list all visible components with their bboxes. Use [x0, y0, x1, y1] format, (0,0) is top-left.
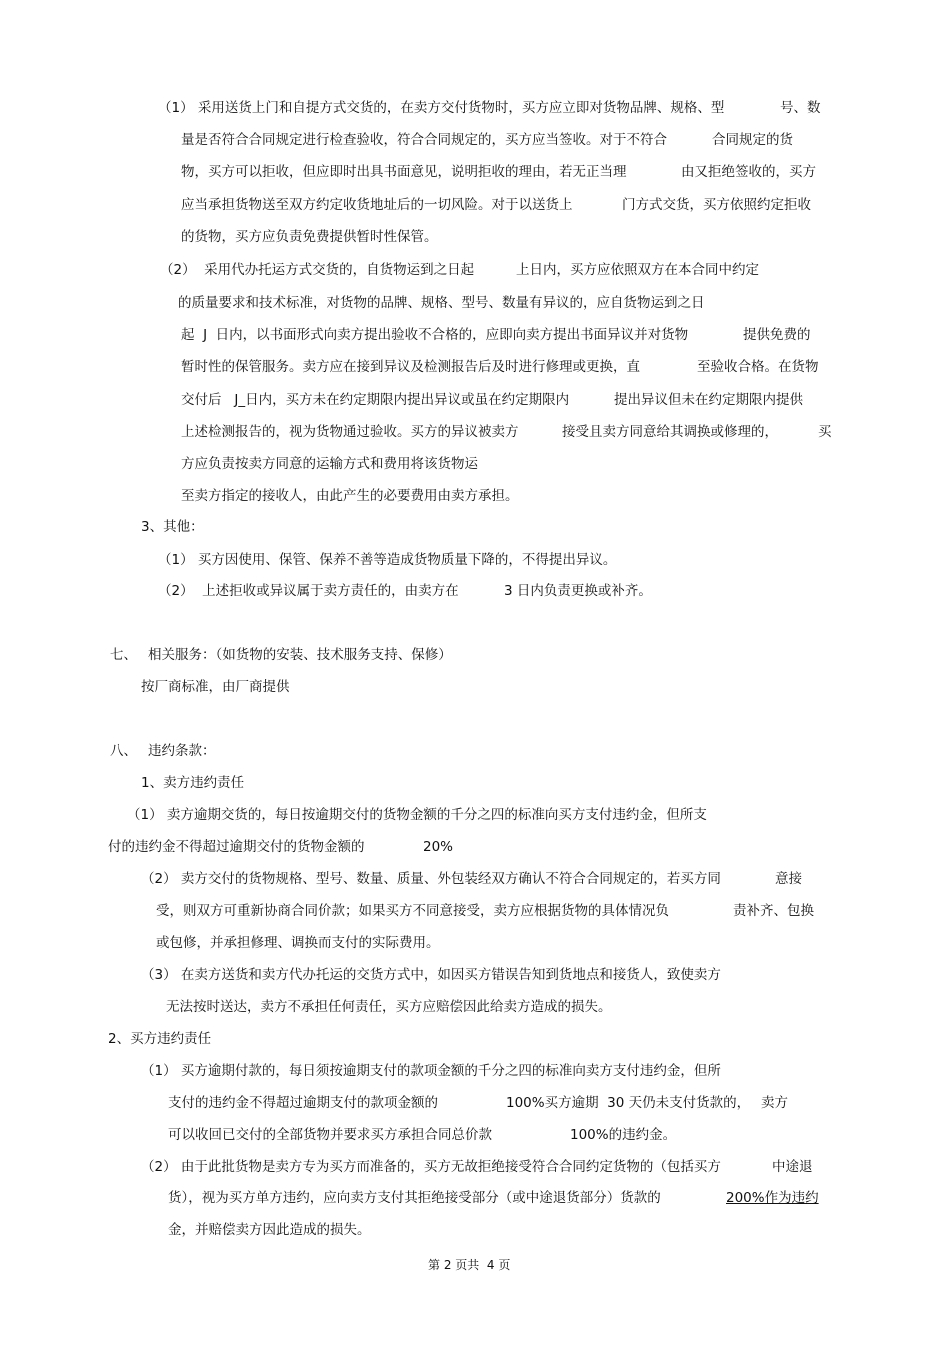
text-line: 门方式交货，买方依照约定拒收 [622, 197, 811, 213]
text-line: 责补齐、包换 [733, 903, 814, 919]
text-line: 提供免费的 [743, 327, 811, 343]
text-line: （2） 卖方交付的货物规格、型号、数量、质量、外包装经双方确认不符合合同规定的，若买方同 [141, 871, 721, 887]
text-line: 的质量要求和技术标准，对货物的品牌、规格、型号、数量有异议的，应自货物运到之日 [178, 295, 705, 311]
text-line: （2） 采用代办托运方式交货的，自货物运到之日起 [160, 262, 475, 278]
text-line: 金，并赔偿卖方因此造成的损失。 [168, 1222, 371, 1238]
text-line: 合同规定的货 [712, 132, 793, 148]
text-line: 受，则双方可重新协商合同价款；如果买方不同意接受，卖方应根据货物的具体情况负 [156, 903, 669, 919]
section-heading: 违约条款： [148, 743, 216, 759]
text-line: 量是否符合合同规定进行检查验收，符合合同规定的，买方应当签收。对于不符合 [181, 132, 667, 148]
text-line: 方应负责按卖方同意的运输方式和费用将该货物运 [181, 456, 478, 472]
text-line: （3） 在卖方送货和卖方代办托运的交货方式中，如因买方错误告知到货地点和接货人，致使卖方 [141, 967, 721, 983]
text-line: 上日内，买方应依照双方在本合同中约定 [516, 262, 759, 278]
text-line: 100%买方逾期 30 天仍未支付货款的， [506, 1095, 751, 1111]
text-line: 无法按时送达，卖方不承担任何责任，买方应赔偿因此给卖方造成的损失。 [166, 999, 612, 1015]
text-line: 支付的违约金不得超过逾期支付的款项金额的 [168, 1095, 438, 1111]
text-line: 起 J 日内，以书面形式向卖方提出验收不合格的，应即向卖方提出书面异议并对货物 [181, 327, 689, 343]
text-line: （1） 卖方逾期交货的，每日按逾期交付的货物金额的千分之四的标准向买方支付违约金，但所支 [127, 807, 707, 823]
text-line: 暂时性的保管服务。卖方应在接到异议及检测报告后及时进行修理或更换，直 [181, 359, 640, 375]
text-line: 提出异议但未在约定期限内提供 [614, 392, 803, 408]
text-line: 按厂商标准，由厂商提供 [141, 679, 290, 695]
text-line: 或包修，并承担修理、调换而支付的实际费用。 [156, 935, 440, 951]
text-line: 可以收回已交付的全部货物并要求买方承担合同总价款 [168, 1127, 492, 1143]
text-line: 上述检测报告的，视为货物通过验收。买方的异议被卖方 [181, 424, 519, 440]
section-number: 八、 [110, 743, 137, 759]
text-line: 100%的违约金。 [570, 1127, 677, 1143]
text-line: 物，买方可以拒收，但应即时出具书面意见，说明拒收的理由，若无正当理 [181, 164, 627, 180]
text-line: 买 [818, 424, 832, 440]
text-line: 20% [423, 839, 454, 855]
text-line: （2） 上述拒收或异议属于卖方责任的，由卖方在 [158, 583, 459, 599]
section-number: 七、 [110, 647, 137, 663]
text-line: 号、数 [780, 100, 821, 116]
text-line: （1） 采用送货上门和自提方式交货的，在卖方交付货物时，买方应立即对货物品牌、规格、型 [158, 100, 725, 116]
text-line: 至验收合格。在货物 [697, 359, 819, 375]
text-line: 由又拒绝签收的，买方 [681, 164, 816, 180]
text-line: （1） 买方逾期付款的，每日须按逾期支付的款项金额的千分之四的标准向卖方支付违约金，但所 [141, 1063, 721, 1079]
text-line: 200%作为违约 [726, 1190, 819, 1206]
subsection-heading: 2、买方违约责任 [108, 1031, 212, 1047]
page-footer: 第 2 页共 4 页 [428, 1258, 511, 1272]
text-line: 至卖方指定的接收人，由此产生的必要费用由卖方承担。 [181, 488, 519, 504]
text-line: 接受且卖方同意给其调换或修理的， [562, 424, 778, 440]
text-line: 中途退 [772, 1159, 813, 1175]
text-line: 的货物，买方应负责免费提供暂时性保管。 [181, 229, 438, 245]
text-line: （1） 买方因使用、保管、保养不善等造成货物质量下降的，不得提出异议。 [158, 552, 617, 568]
text-line: 3 日内负责更换或补齐。 [504, 583, 652, 599]
text-line: 卖方 [761, 1095, 788, 1111]
text-line: 应当承担货物送至双方约定收货地址后的一切风险。对于以送货上 [181, 197, 573, 213]
text-line: 交付后 J_日内，买方未在约定期限内提出异议或虽在约定期限内 [181, 392, 570, 408]
text-line: 意接 [775, 871, 802, 887]
section-heading: 相关服务：（如货物的安装、技术服务支持、保修） [148, 647, 452, 663]
text-line: 付的违约金不得超过逾期交付的货物金额的 [108, 839, 365, 855]
subsection-heading: 1、卖方违约责任 [141, 775, 245, 791]
text-line: 货），视为买方单方违约，应向卖方支付其拒绝接受部分（或中途退货部分）货款的 [168, 1190, 661, 1206]
section-heading: 3、其他： [141, 519, 204, 535]
text-line: （2） 由于此批货物是卖方专为买方而准备的，买方无故拒绝接受符合合同约定货物的（包括买方 [141, 1159, 721, 1175]
